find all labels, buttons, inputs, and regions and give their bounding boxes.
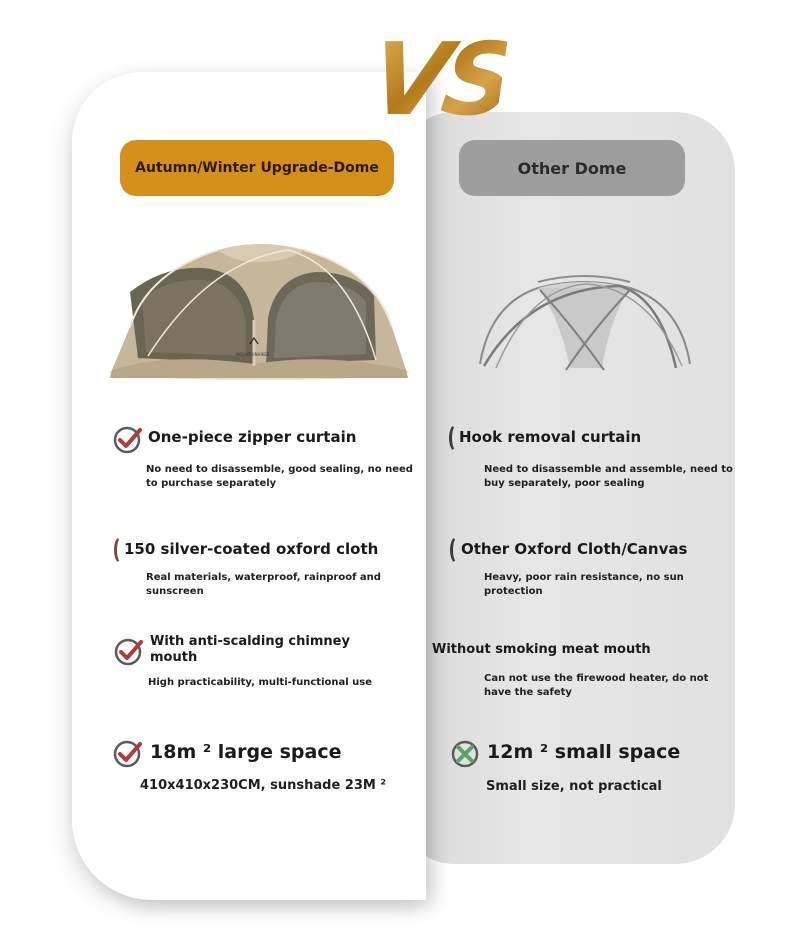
right-feature-4-title: 12m ² small space [487,741,681,763]
left-feature-4-desc: 410x410x230CM, sunshade 23M ² [140,778,387,793]
left-feature-2-desc: Real materials, waterproof, rainproof and sunscreen [146,572,381,597]
left-feature-4-title: 18m ² large space [150,741,342,763]
right-feature-2-title: Other Oxford Cloth/Canvas [461,540,688,558]
left-feature-1-title: One-piece zipper curtain [148,428,357,446]
upgrade-dome-tent-image [108,232,410,382]
left-feature-2-title: 150 silver-coated oxford cloth [124,540,379,558]
left-feature-3-desc: High practicability, multi-functional use [148,677,372,688]
left-feature-3-title: With anti-scalding chimney mouth [150,634,350,665]
other-dome-tent-image [470,268,698,376]
right-feature-4-desc: Small size, not practical [486,779,662,794]
check-icon [113,636,145,668]
other-dome-label: Other Dome [459,140,685,196]
svg-text:MOUNTAINHIKER: MOUNTAINHIKER [236,352,270,357]
right-feature-1-desc: Need to disassemble and assemble, need to buy separately, poor sealing [484,464,733,489]
right-feature-3-title: Without smoking meat mouth [432,642,651,657]
vs-graphic: VS [363,21,518,138]
check-icon [112,738,144,770]
upgrade-dome-label: Autumn/Winter Upgrade-Dome [120,140,394,196]
check-icon [112,424,144,456]
left-feature-1-desc: No need to disassemble, good sealing, no need to purchase separately [146,464,413,489]
right-feature-2-desc: Heavy, poor rain resistance, no sun protection [484,572,684,597]
x-icon [450,738,482,770]
right-feature-3-desc: Can not use the firewood heater, do not have the safety [484,673,709,698]
right-feature-1-title: Hook removal curtain [459,428,642,446]
